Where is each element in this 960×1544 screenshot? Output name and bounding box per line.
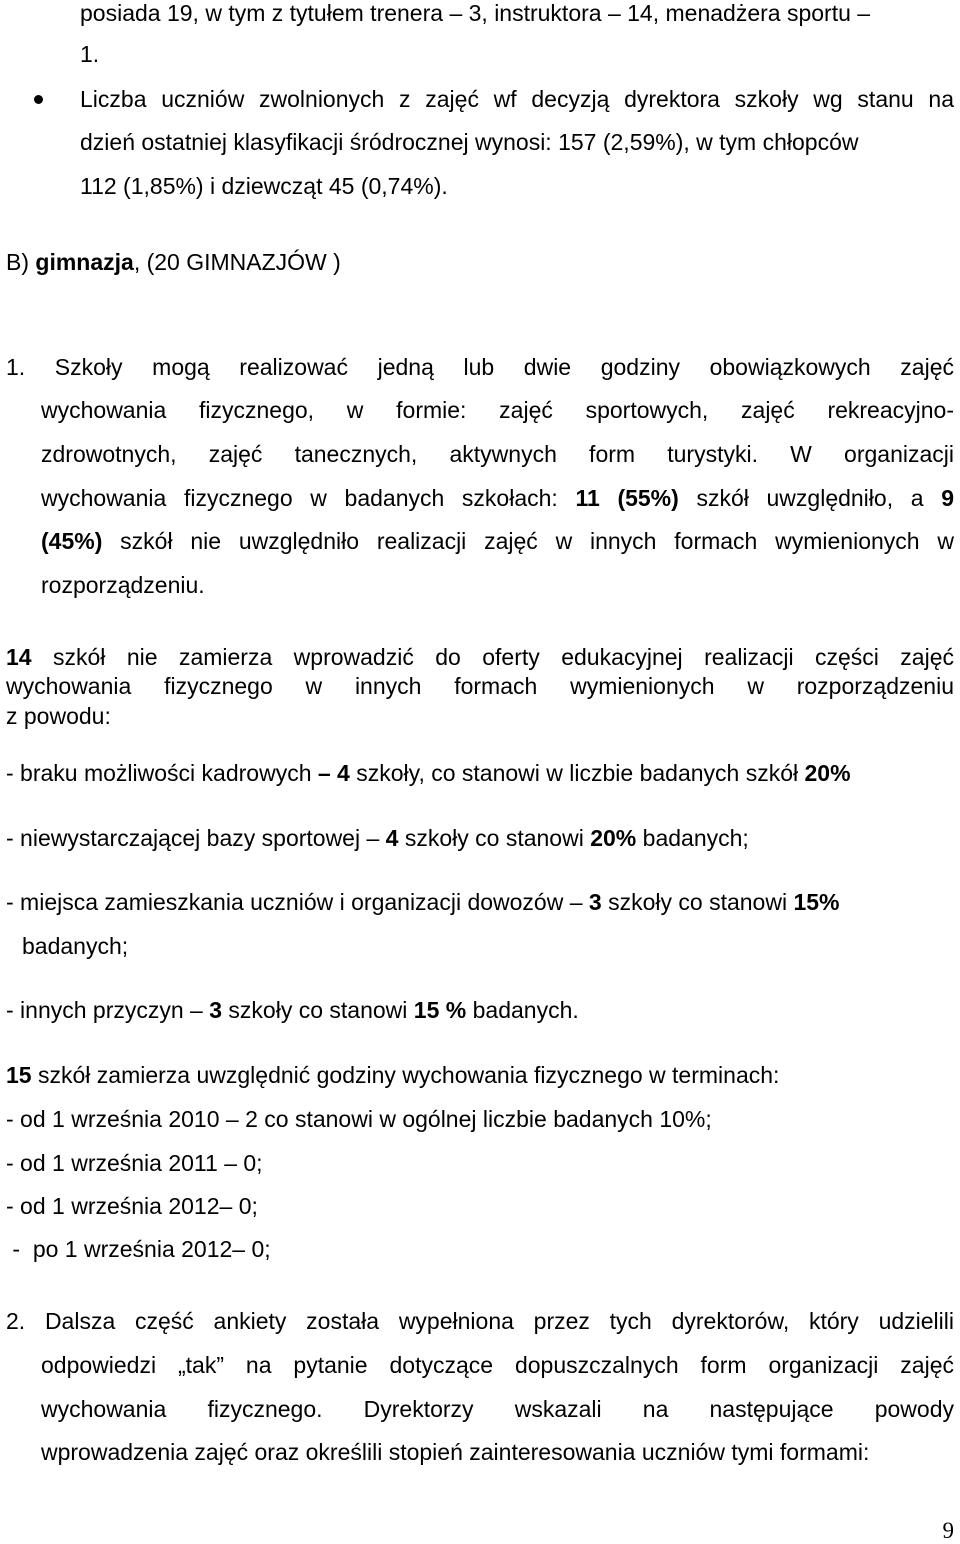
section-b-bold: gimnazja [35, 249, 134, 275]
reason-2-c: szkoły co stanowi [398, 825, 591, 851]
reason-1-d: 20% [804, 760, 851, 786]
reason-3-b: 3 [588, 889, 602, 915]
point1-line-4-c: szkół uwzględniło, a [678, 485, 942, 511]
point1-line-1: 1. Szkoły mogą realizować jedną lub dwie godziny obowiązkowych zajęć [6, 354, 954, 380]
point1-line-5-b: szkół nie uwzględniło realizacji zajęć w innych formach wymienionych w [102, 528, 954, 554]
reason-4-a: - innych przyczyn – [6, 997, 210, 1023]
point1-line-6: rozporządzeniu. [41, 572, 205, 598]
section-b-heading [6, 249, 341, 276]
point1-line-5 [41, 528, 954, 555]
reason-2-a: - niewystarczającej bazy sportowej – [6, 825, 386, 851]
reason-2-e: badanych; [636, 825, 749, 851]
para15-item-3: - od 1 września 2012– 0; [6, 1193, 258, 1219]
point2-line-4: wprowadzenia zajęć oraz określili stopień zainteresowania uczniów tymi formami: [41, 1439, 870, 1465]
bullet-line-1: Liczba uczniów zwolnionych z zajęć wf decyzją dyrektora szkoły wg stanu na [80, 86, 954, 112]
bullet-line-2: dzień ostatniej klasyfikacji śródrocznej wynosi: 157 (2,59%), w tym chłopców [80, 129, 859, 155]
reason-4-d: 15 % [413, 997, 467, 1023]
reason-4-b: 3 [209, 997, 223, 1023]
para15-heading [6, 1062, 779, 1089]
reason-1-a: - braku możliwości kadrowych [6, 760, 318, 786]
para15-item-1: - od 1 września 2010 – 2 co stanowi w ogólnej liczbie badanych 10%; [6, 1106, 712, 1132]
reason-4-e: badanych. [466, 997, 579, 1023]
point1-line-4-d: 9 [941, 485, 954, 511]
intro-line-2: 1. [80, 41, 100, 67]
para15-item-2: - od 1 września 2011 – 0; [6, 1150, 263, 1176]
reason-2-b: 4 [385, 825, 399, 851]
point1-line-4-b: 11 (55%) [575, 485, 679, 511]
point2-line-1: 2. Dalsza część ankiety została wypełniona przez tych dyrektorów, który udzielili [6, 1308, 954, 1334]
point2-line-2: odpowiedzi „tak” na pytanie dotyczące dopuszczalnych form organizacji zajęć [41, 1352, 954, 1378]
point2-line-3: wychowania fizycznego. Dyrektorzy wskazali na następujące powody [41, 1396, 954, 1422]
para14-line-2: wychowania fizycznego w innych formach wymienionych w rozporządzeniu [6, 673, 954, 699]
reason-1-c: szkoły, co stanowi w liczbie badanych szkół [349, 760, 805, 786]
para14-num: 14 [6, 644, 32, 670]
reason-3-d: 15% [793, 889, 840, 915]
reason-3-line-2: badanych; [22, 933, 129, 959]
reason-2-d: 20% [590, 825, 637, 851]
para14-line-3: z powodu: [6, 703, 111, 729]
reason-3-a: - miejsca zamieszkania uczniów i organizacji dowozów – [6, 889, 589, 915]
reason-4 [6, 997, 579, 1024]
reason-3-c: szkoły co stanowi [601, 889, 794, 915]
bullet-dot-icon [34, 95, 43, 104]
reason-2 [6, 825, 749, 852]
point1-line-4-a: wychowania fizycznego w badanych szkołach: [41, 485, 576, 511]
bullet-line-3: 112 (1,85%) i dziewcząt 45 (0,74%). [80, 173, 448, 199]
para15-num: 15 [6, 1062, 32, 1088]
point1-line-3: zdrowotnych, zajęć tanecznych, aktywnych form turystyki. W organizacji [41, 441, 954, 467]
reason-3 [6, 889, 840, 916]
reason-1 [6, 760, 851, 787]
section-b-rest: , (20 GIMNAZJÓW ) [133, 249, 341, 275]
page-number: 9 [942, 1518, 954, 1543]
point1-line-2: wychowania fizycznego, w formie: zajęć sportowych, zajęć rekreacyjno- [41, 397, 954, 423]
point1-line-5-a: (45%) [41, 528, 103, 554]
para14-line-1 [6, 644, 954, 671]
point1-line-4 [41, 485, 954, 512]
reason-1-b: – 4 [317, 760, 350, 786]
para15-rest: szkół zamierza uwzględnić godziny wychowania fizycznego w terminach: [31, 1062, 780, 1088]
section-b-prefix: B) [6, 249, 36, 275]
reason-4-c: szkoły co stanowi [222, 997, 414, 1023]
intro-line-1: posiada 19, w tym z tytułem trenera – 3, instruktora – 14, menadżera sportu – [80, 0, 871, 26]
para14-line-1-rest: szkół nie zamierza wprowadzić do oferty edukacyjnej realizacji części zajęć [31, 644, 954, 670]
para15-item-4: - po 1 września 2012– 0; [6, 1236, 271, 1262]
